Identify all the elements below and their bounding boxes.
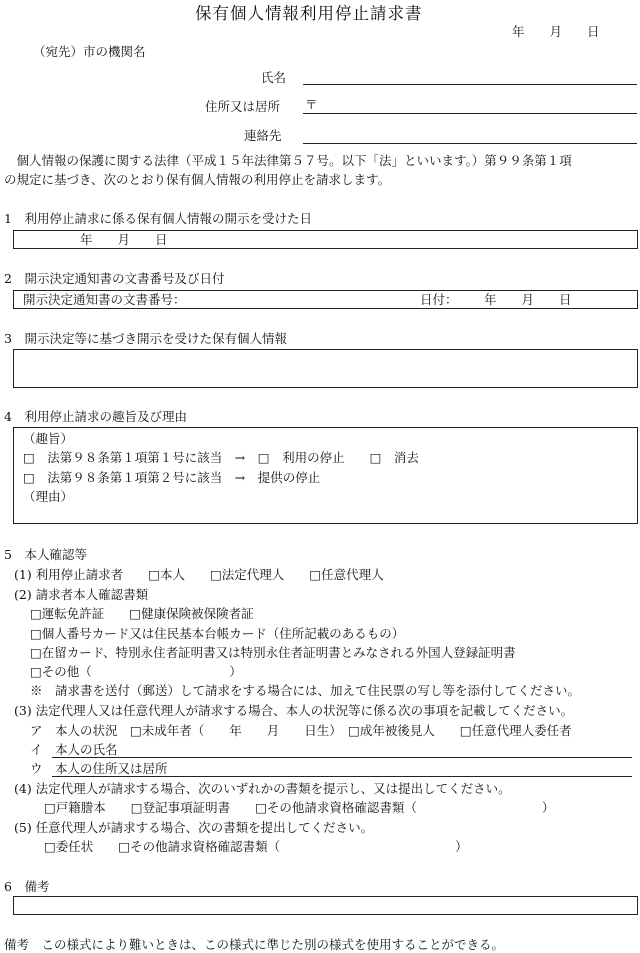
- section-2-heading: 2 開示決定通知書の文書番号及び日付: [4, 271, 225, 286]
- section-1-heading: 1 利用停止請求に係る保有個人情報の開示を受けた日: [4, 211, 312, 226]
- id-docs-other[interactable]: □その他（ ）: [30, 664, 242, 679]
- section-4-heading: 4 利用停止請求の趣旨及び理由: [4, 409, 187, 424]
- purpose-label: （趣旨）: [23, 431, 74, 446]
- voluntary-agent-heading: (5) 任意代理人が請求する場合、次の書類を提出してください。: [14, 820, 374, 835]
- principal-name-field[interactable]: [52, 757, 632, 758]
- id-docs-row-3[interactable]: □在留カード、特別永住者証明書又は特別永住者証明書とみなされる外国人登録証明書: [30, 645, 516, 660]
- principal-status-row[interactable]: ア 本人の状況 □未成年者（ 年 月 日生） □成年被後見人 □任意代理人委任者: [30, 723, 572, 738]
- reason-label: （理由）: [23, 489, 74, 504]
- principal-address-label: ウ 本人の住所又は居所: [30, 761, 168, 776]
- postal-mark: 〒: [305, 97, 318, 112]
- footer-note: 備考 この様式により難いときは、この様式に準じた別の様式を使用することができる。: [4, 937, 505, 952]
- disclosure-date: 年 月 日: [80, 232, 168, 247]
- contact-label: 連絡先: [244, 128, 282, 143]
- address-field[interactable]: [303, 113, 637, 114]
- notice-date: 年 月 日: [484, 292, 572, 307]
- principal-name-label: イ 本人の氏名: [30, 742, 118, 757]
- request-date: 年 月 日: [512, 24, 600, 39]
- name-field[interactable]: [303, 84, 637, 85]
- doc-number-label: 開示決定通知書の文書番号：: [23, 292, 186, 307]
- purpose-option-2[interactable]: □ 法第９８条第１項第２号に該当 → 提供の停止: [23, 470, 321, 485]
- addressee: （宛先）市の機関名: [33, 44, 146, 59]
- id-docs-row-1[interactable]: □運転免許証 □健康保険被保険者証: [30, 606, 254, 621]
- legal-agent-docs-row[interactable]: □戸籍謄本 □登記事項証明書 □その他請求資格確認書類（ ）: [44, 800, 555, 815]
- intro-line-1: 個人情報の保護に関する法律（平成１５年法律第５７号。以下「法」といいます。）第９９条第１項: [4, 153, 572, 168]
- section-5-heading: 5 本人確認等: [4, 547, 87, 562]
- contact-field[interactable]: [303, 143, 637, 144]
- section-6-heading: 6 備考: [4, 879, 50, 894]
- name-label: 氏名: [261, 70, 287, 85]
- disclosed-info-box[interactable]: [13, 349, 638, 388]
- disclosure-date-box[interactable]: [13, 230, 638, 249]
- requester-type-row[interactable]: (1) 利用停止請求者 □本人 □法定代理人 □任意代理人: [14, 567, 384, 582]
- id-docs-row-2[interactable]: □個人番号カード又は住民基本台帳カード（住所記載のあるもの）: [30, 626, 405, 641]
- section-3-heading: 3 開示決定等に基づき開示を受けた保有個人情報: [4, 331, 287, 346]
- address-label: 住所又は居所: [205, 99, 281, 114]
- notice-date-label: 日付：: [420, 292, 458, 307]
- id-docs-heading: (2) 請求者本人確認書類: [14, 587, 149, 602]
- legal-agent-heading: (4) 法定代理人が請求する場合、次のいずれかの書類を提示し、又は提出してください。: [14, 781, 511, 796]
- purpose-reason-box[interactable]: [13, 427, 638, 524]
- notice-info-box[interactable]: [13, 290, 638, 309]
- mail-note: ※ 請求書を送付（郵送）して請求をする場合には、加えて住民票の写し等を添付してください。: [30, 683, 581, 698]
- remarks-box[interactable]: [13, 896, 638, 915]
- principal-address-field[interactable]: [52, 776, 632, 777]
- agent-heading: (3) 法定代理人又は任意代理人が請求する場合、本人の状況等に係る次の事項を記載してください。: [14, 703, 574, 718]
- intro-line-2: の規定に基づき、次のとおり保有個人情報の利用停止を請求します。: [4, 172, 391, 187]
- purpose-option-1[interactable]: □ 法第９８条第１項第１号に該当 → □ 利用の停止 □ 消去: [23, 450, 419, 465]
- page-title: 保有個人情報利用停止請求書: [195, 4, 423, 23]
- voluntary-agent-docs-row[interactable]: □委任状 □その他請求資格確認書類（ ）: [44, 839, 468, 854]
